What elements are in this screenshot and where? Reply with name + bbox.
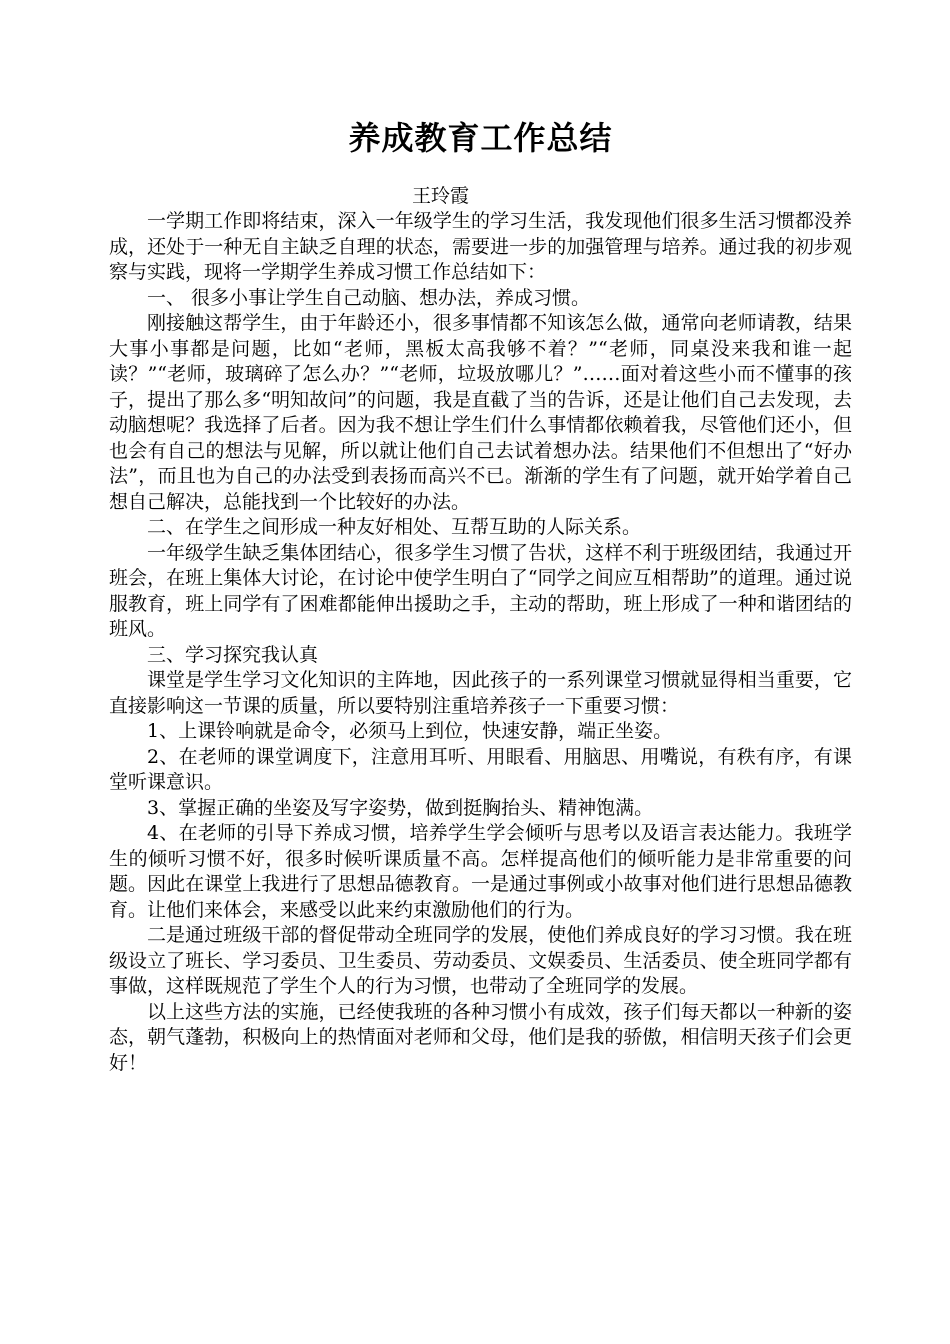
list-item-4: 4、在老师的引导下养成习惯，培养学生学会倾听与思考以及语言表达能力。我班学生的倾听习惯不好，很多时候听课质量不高。怎样提高他们的倾听能力是非常重要的问题。因此在课堂上我进行了思想品德教育。一是通过事例或小故事对他们进行思想品德教育。让他们来体会，来感受以此来约束激励他们的行为。 <box>109 822 852 921</box>
document-title: 养成教育工作总结 <box>348 119 613 157</box>
paragraph-conclusion: 以上这些方法的实施，已经使我班的各种习惯小有成效，孩子们每天都以一种新的姿态，朝气蓬勃，积极向上的热情面对老师和父母，他们是我的骄傲，相信明天孩子们会更好！ <box>109 1000 852 1074</box>
paragraph-section-3: 课堂是学生学习文化知识的主阵地，因此孩子的一系列课堂习惯就显得相当重要，它直接影响这一节课的质量，所以要特别注重培养孩子一下重要习惯： <box>109 669 852 717</box>
section-heading-2: 二、在学生之间形成一种友好相处、互帮互助的人际关系。 <box>147 516 642 538</box>
section-heading-1: 一、 很多小事让学生自己动脑、想办法，养成习惯。 <box>147 286 591 309</box>
paragraph-intro: 一学期工作即将结束，深入一年级学生的学习生活，我发现他们很多生活习惯都没养成，还处于一种无自主缺乏自理的状态，需要进一步的加强管理与培养。通过我的初步观察与实践，现将一学期学生养成习惯工作总结如下： <box>109 210 852 283</box>
paragraph-section-2: 一年级学生缺乏集体团结心，很多学生习惯了告状，这样不利于班级团结，我通过开班会，在班上集体大讨论，在讨论中使学生明白了“同学之间应互相帮助”的道理。通过说服教育，班上同学有了困难都能伸出援助之手，主动的帮助，班上形成了一种和谐团结的班风。 <box>109 541 852 640</box>
list-item-1: 1、上课铃响就是命令，必须马上到位，快速安静，端正坐姿。 <box>147 720 673 742</box>
document-body <box>109 209 852 1076</box>
section-heading-3: 三、学习探究我认真 <box>147 643 319 666</box>
document-author: 王玲霞 <box>412 185 470 207</box>
paragraph-class-cadres: 二是通过班级干部的督促带动全班同学的发展，使他们养成良好的学习习惯。我在班级设立了班长、学习委员、卫生委员、劳动委员、文娱委员、生活委员、使全班同学都有事做，这样既规范了学生个人的行为习惯，也带动了全班同学的发展。 <box>109 924 852 997</box>
paragraph-section-1: 刚接触这帮学生，由于年龄还小，很多事情都不知该怎么做，通常向老师请教，结果大事小事都是问题，比如“老师，黑板太高我够不着？”“老师，同桌没来我和谁一起读？”“老师，玻璃碎了怎么办？”“老师，垃圾放哪儿？”……面对着这些小而不懂事的孩子，提出了那么多“明知故问”的问题，我是直截了当的告诉，还是让他们自己去发现，去动脑想呢？我选择了后者。因为我不想让学生们什么事情都依赖着我，尽管他们还小，但也会有自己的想法与见解，所以就让他们自己去试着想办法。结果他们不但想出了“好办法”，而且也为自己的办法受到表扬而高兴不已。渐渐的学生有了问题，就开始学着自己想自己解决，总能找到一个比较好的办法。 <box>109 312 852 513</box>
list-item-3: 3、掌握正确的坐姿及写字姿势，做到挺胸抬头、精神饱满。 <box>147 796 654 819</box>
list-item-2: 2、在老师的课堂调度下，注意用耳听、用眼看、用脑思、用嘴说，有秩有序，有课堂听课意识。 <box>109 745 852 793</box>
